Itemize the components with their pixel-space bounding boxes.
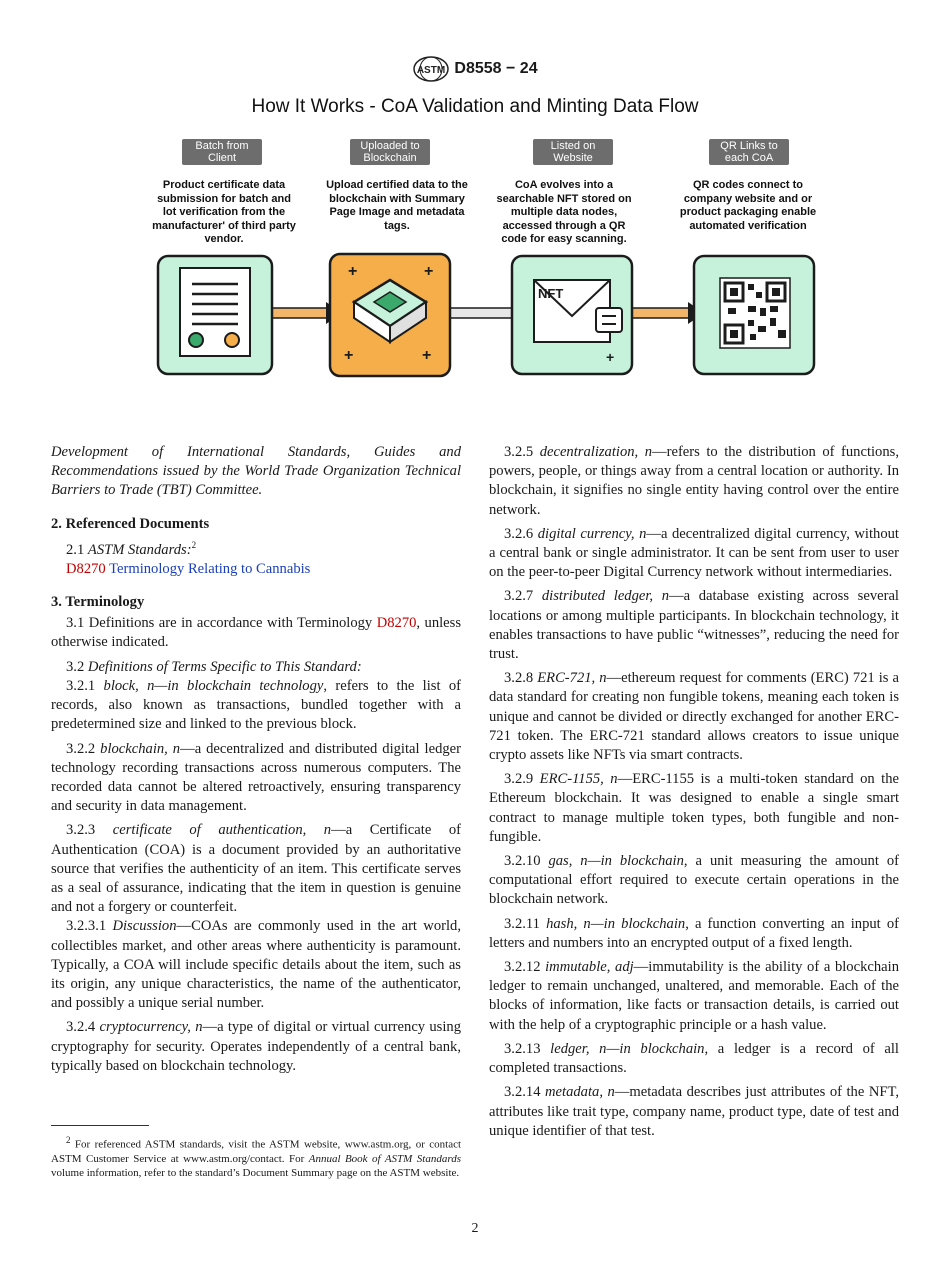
definition-decentralization: 3.2.5 decentralization, n—refers to the distribution of functions, powers, people, or things away from a central location or authority. In blockchain, it signifies no single entity having control over the entire network. <box>489 444 899 518</box>
flow-illustration <box>150 246 830 386</box>
definition-blockchain: 3.2.2 blockchain, n—a decentralized and distributed digital ledger technology recording transactions across numerous computers. The recorded data cannot be altered retroactively, ensuring transparency and security in data management. <box>51 740 461 815</box>
definition-digital-currency: 3.2.6 digital currency, n—a decentralized digital currency, without a central bank or single administrator. It can be sent from user to user on the peer-to-peer Digital Currency network without intermediaries. <box>489 525 899 581</box>
right-column <box>489 443 899 1141</box>
reference-code-link[interactable]: D8270 <box>66 560 106 577</box>
definition-discussion: 3.2.3.1 Discussion—COAs are commonly used in the art world, collectibles market, and other areas where authenticity is paramount. Typically, a COA will include specific details about the item, such as its origin, any unique characteristics, the name of the authenticator, and possibly a unique serial number. <box>51 918 461 1012</box>
section-heading-referenced-documents: 2. Referenced Documents <box>51 515 210 532</box>
step-tag-listed: Listed on Website <box>533 139 613 165</box>
step-caption-upload: Upload certified data to the blockchain with Summary Page Image and metadata tags. <box>326 179 468 232</box>
definition-distributed-ledger: 3.2.7 distributed ledger, n—a database existing across several locations or among multiple participants. In blockchain technology, it enables transactions to have public “witnesses”, reducing the need for trust. <box>489 588 899 663</box>
definition-metadata: 3.2.14 metadata, n—metadata describes just attributes of the NFT, attributes like trait type, company name, product type, date of test and unique identifier of that test. <box>489 1084 899 1139</box>
step-caption-qr: QR codes connect to company website and or product packaging enable automated verification <box>679 179 817 232</box>
page-header <box>0 56 950 82</box>
step-tag-qr: QR Links to each CoA <box>709 139 789 165</box>
definition-3-2: 3.2 Definitions of Terms Specific to This Standard: <box>66 658 362 675</box>
designation: D8558 − 24 <box>454 60 538 77</box>
svg-text:+: + <box>344 347 354 364</box>
astm-standards-heading: 2.1 ASTM Standards:$^2$ <box>66 539 197 558</box>
definition-erc-1155: 3.2.9 ERC-1155, n—ERC-1155 is a multi-token standard on the Ethereum blockchain. It was designed to enable a single smart contract to manage multiple token types, both fungible and non-fungible. <box>489 771 899 845</box>
svg-text:+: + <box>348 263 358 280</box>
astm-logo-icon <box>412 56 450 82</box>
svg-text:+: + <box>606 349 615 365</box>
definition-3-1: 3.1 Definitions are in accordance with Terminology D8270, unless otherwise indicated. <box>51 615 462 651</box>
terminology-reference-link[interactable]: D8270 <box>376 615 417 632</box>
page-number: 2 <box>471 1221 479 1236</box>
nft-card-icon <box>512 256 632 374</box>
definition-certificate-of-authentication: 3.2.3 certificate of authentication, n—a Certificate of Authentication (COA) is a document provided by an authoritative source that verifies the authenticity of an item. This certificate serves as a seal of assurance, indicating that the item in question is genuine and not a forgery or counterfeit. <box>51 822 461 916</box>
figure-title: How It Works - CoA Validation and Minting Data Flow <box>251 96 699 117</box>
connector-2 <box>450 308 512 318</box>
step-tag-batch: Batch from Client <box>182 139 262 165</box>
reference-d8270[interactable] <box>51 560 461 579</box>
definition-erc-721: 3.2.8 ERC-721, n—ethereum request for comments (ERC) 721 is a data standard for creating non fungible tokens, meaning each token is unique and cannot be divided or directly exchanged for another ERC-721 token. The ERC-721 standard allows creators to issue unique crypto assets like NFTs via smart contracts. <box>489 670 899 764</box>
definition-hash: 3.2.11 hash, n—in blockchain, a function converting an input of letters and numbers into an encrypted output of a fixed length. <box>489 915 899 951</box>
qr-code-card-icon <box>694 256 814 374</box>
svg-text:+: + <box>422 347 432 364</box>
section-heading-terminology: 3. Terminology <box>51 594 145 611</box>
definition-block: 3.2.1 block, n—in blockchain technology, refers to the list of records, also known as transactions, bundled together with a predetermined size and linked to the previous block. <box>51 677 461 733</box>
connector-arrow-1 <box>270 308 330 318</box>
definition-immutable: 3.2.12 immutable, adj—immutability is the ability of a blockchain ledger to remain unchanged, unaltered, and memorable. Each of the blocks of information, like facts or transaction details, is carried out with the help of a cryptographic principle or a hash value. <box>489 959 899 1033</box>
step-caption-batch: Product certificate data submission for batch and lot verification from the manufacturer' of third party vendor. <box>152 179 296 245</box>
blockchain-card-icon <box>330 254 450 376</box>
definition-gas: 3.2.10 gas, n—in blockchain, a unit measuring the amount of computational effort required to execute certain operations in the blockchain network. <box>489 853 899 908</box>
nft-label: NFT <box>538 286 564 301</box>
footnote: $^2$ For referenced ASTM standards, visit the ASTM website, www.astm.org, or contact ASTM Customer Service at www.astm.org/contact. For Annual Book of ASTM Standards volume information, refer to the standard’s Document Summary page on the ASTM website. <box>51 1135 462 1179</box>
intro-paragraph: Development of International Standards, Guides and Recommendations issued by the World Trade Organization Technical Barriers to Trade (TBT) Committee. <box>51 444 461 499</box>
left-column <box>51 443 461 1076</box>
document-card-icon <box>158 256 272 374</box>
definition-ledger: 3.2.13 ledger, n—in blockchain, a ledger is a record of all completed transactions. <box>489 1040 899 1077</box>
definition-cryptocurrency: 3.2.4 cryptocurrency, n—a type of digital or virtual currency using cryptography for security. Operates independently of a central bank, typically based on blockchain technology. <box>51 1019 461 1074</box>
footnote-divider <box>51 1125 149 1126</box>
logo-text: ASTM <box>417 65 446 76</box>
step-tag-upload: Uploaded to Blockchain <box>350 139 430 165</box>
svg-text:+: + <box>424 263 434 280</box>
reference-title-link[interactable]: Terminology Relating to Cannabis <box>109 560 311 577</box>
step-caption-listed: CoA evolves into a searchable NFT stored on multiple data nodes, accessed through a QR code for easy scanning. <box>496 179 632 245</box>
connector-arrow-3 <box>632 308 694 318</box>
